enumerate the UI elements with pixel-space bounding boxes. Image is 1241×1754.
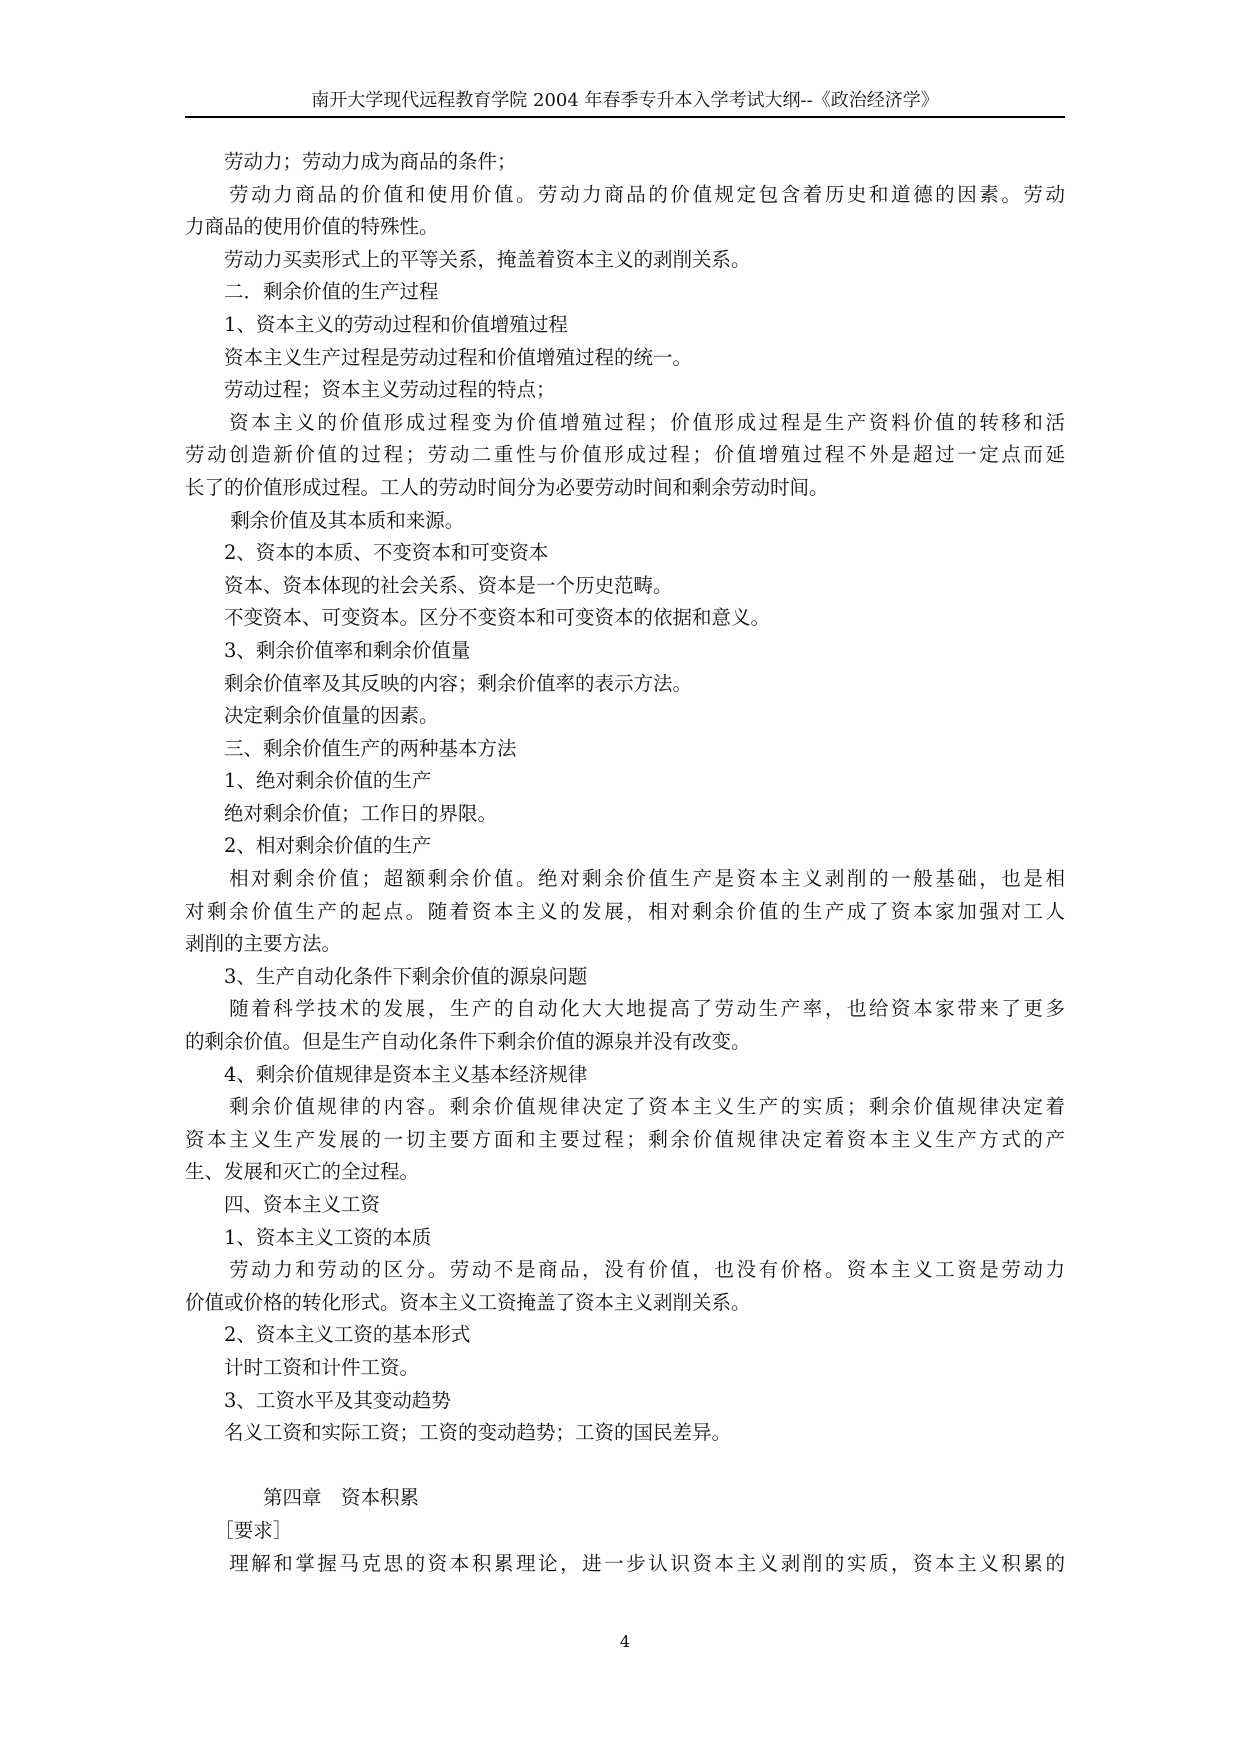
body-line: 剩余价值及其本质和来源。 xyxy=(185,508,465,532)
body-line: 决定剩余价值量的因素。 xyxy=(185,704,439,728)
body-line: 资本主义生产过程是劳动过程和价值增殖过程的统一。 xyxy=(185,345,693,369)
subsection-heading: 1、资本主义的劳动过程和价值增殖过程 xyxy=(185,312,568,336)
body-line: 劳动过程；资本主义劳动过程的特点； xyxy=(185,378,556,402)
body-line: 剥削的主要方法。 xyxy=(185,932,342,956)
body-line: 绝对剩余价值；工作日的界限。 xyxy=(185,801,498,825)
body-line: 劳动力买卖形式上的平等关系，掩盖着资本主义的剥削关系。 xyxy=(185,247,751,271)
page-header: 南开大学现代远程教育学院 2004 年春季专升本入学考试大纲--《政治经济学》 xyxy=(311,90,939,111)
subsection-heading: 3、生产自动化条件下剩余价值的源泉问题 xyxy=(185,964,588,988)
body-line: 长了的价值形成过程。工人的劳动时间分为必要劳动时间和剩余劳动时间。 xyxy=(185,475,829,499)
subsection-heading: 3、剩余价值率和剩余价值量 xyxy=(185,638,471,662)
page-number: 4 xyxy=(619,1632,631,1651)
body-line: 资本主义的价值形成过程变为价值增殖过程；价值形成过程是生产资料价值的转移和活 xyxy=(185,410,1065,434)
subsection-heading: 2、资本的本质、不变资本和可变资本 xyxy=(185,541,549,565)
body-line: 力商品的使用价值的特殊性。 xyxy=(185,215,439,239)
body-line: 随着科学技术的发展，生产的自动化大大地提高了劳动生产率，也给资本家带来了更多 xyxy=(185,997,1065,1021)
chapter-heading: 第四章 资本积累 xyxy=(185,1486,420,1510)
subsection-heading: 4、剩余价值规律是资本主义基本经济规律 xyxy=(185,1062,588,1086)
subsection-heading: 3、工资水平及其变动趋势 xyxy=(185,1388,451,1412)
body-line: 不变资本、可变资本。区分不变资本和可变资本的依据和意义。 xyxy=(185,606,771,630)
section-heading: 二．剩余价值的生产过程 xyxy=(185,280,439,304)
body-line: 劳动力和劳动的区分。劳动不是商品，没有价值，也没有价格。资本主义工资是劳动力 xyxy=(185,1258,1065,1282)
section-heading: 三、剩余价值生产的两种基本方法 xyxy=(185,736,517,760)
body-line: 计时工资和计件工资。 xyxy=(185,1355,420,1379)
body-line: 的剩余价值。但是生产自动化条件下剩余价值的源泉并没有改变。 xyxy=(185,1030,751,1054)
section-heading: 四、资本主义工资 xyxy=(185,1193,381,1216)
body-line: 资本、资本体现的社会关系、资本是一个历史范畴。 xyxy=(185,573,673,597)
header-rule xyxy=(185,116,1065,118)
subsection-heading: 2、相对剩余价值的生产 xyxy=(185,834,432,858)
subsection-heading: 2、资本主义工资的基本形式 xyxy=(185,1323,471,1347)
body-line: 劳动创造新价值的过程；劳动二重性与价值形成过程；价值增殖过程不外是超过一定点而延 xyxy=(185,443,1065,467)
body-line: 对剩余价值生产的起点。随着资本主义的发展，相对剩余价值的生产成了资本家加强对工人 xyxy=(185,899,1065,923)
body-line: 生、发展和灭亡的全过程。 xyxy=(185,1160,420,1184)
body-line: 劳动力商品的价值和使用价值。劳动力商品的价值规定包含着历史和道德的因素。劳动 xyxy=(185,182,1065,206)
body-line: 名义工资和实际工资；工资的变动趋势；工资的国民差异。 xyxy=(185,1421,732,1445)
body-line: 资本主义生产发展的一切主要方面和主要过程；剩余价值规律决定着资本主义生产方式的产 xyxy=(185,1127,1065,1151)
body-line: 相对剩余价值；超额剩余价值。绝对剩余价值生产是资本主义剥削的一般基础，也是相 xyxy=(185,867,1065,891)
body-line: 剩余价值率及其反映的内容；剩余价值率的表示方法。 xyxy=(185,671,693,695)
blank-line xyxy=(185,1450,1065,1483)
subsection-heading: 1、资本主义工资的本质 xyxy=(185,1225,432,1249)
body-line: 价值或价格的转化形式。资本主义工资掩盖了资本主义剥削关系。 xyxy=(185,1290,751,1314)
subsection-heading: 1、绝对剩余价值的生产 xyxy=(185,769,432,793)
body-line: 劳动力；劳动力成为商品的条件； xyxy=(185,150,517,173)
body-line: 剩余价值规律的内容。剩余价值规律决定了资本主义生产的实质；剩余价值规律决定着 xyxy=(185,1095,1065,1119)
body-line: 理解和掌握马克思的资本积累理论，进一步认识资本主义剥削的实质，资本主义积累的 xyxy=(185,1551,1065,1575)
requirement-label: ［要求］ xyxy=(185,1518,293,1542)
document-body xyxy=(185,146,1065,1580)
